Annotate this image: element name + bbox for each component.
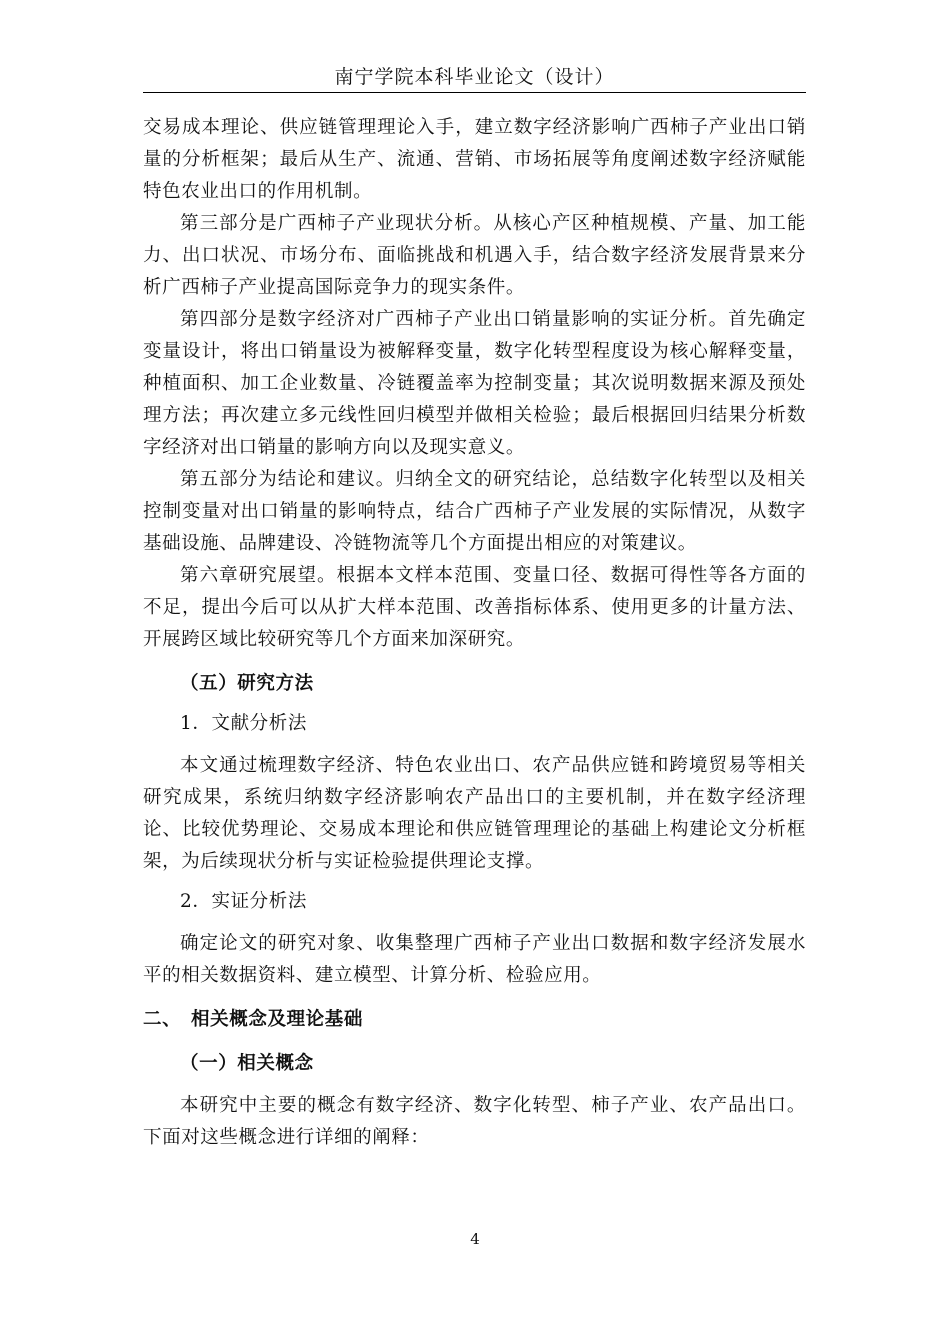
page-header: 南宁学院本科毕业论文（设计）	[334, 66, 615, 88]
paragraph-empirical-method: 确定论文的研究对象、收集整理广西柿子产业出口数据和数字经济发展水平的相关数据资料、建立模型、计算分析、检验应用。	[143, 933, 806, 986]
page-number: 4	[470, 1230, 480, 1248]
paragraph-part-five: 第五部分为结论和建议。归纳全文的研究结论，总结数字化转型以及相关控制变量对出口销量的影响特点，结合广西柿子产业发展的实际情况，从数字基础设施、品牌建设、冷链物流等几个方面提出相应的对策建议。	[143, 469, 806, 554]
paragraph-part-three: 第三部分是广西柿子产业现状分析。从核心产区种植规模、产量、加工能力、出口状况、市场分布、面临挑战和机遇入手，结合数字经济发展背景来分析广西柿子产业提高国际竞争力的现实条件。	[143, 213, 806, 298]
method-heading-empirical: 2．实证分析法	[180, 891, 307, 912]
section-heading-research-methods: （五）研究方法	[180, 673, 314, 694]
paragraph-concepts-intro: 本研究中主要的概念有数字经济、数字化转型、柿子产业、农产品出口。下面对这些概念进行详细的阐释：	[143, 1095, 806, 1148]
method-heading-literature: 1．文献分析法	[180, 713, 307, 734]
paragraph-literature-method: 本文通过梳理数字经济、特色农业出口、农产品供应链和跨境贸易等相关研究成果，系统归纳数字经济影响农产品出口的主要机制，并在数字经济理论、比较优势理论、交易成本理论和供应链管理理论的基础上构建论文分析框架，为后续现状分析与实证检验提供理论支撑。	[143, 755, 806, 872]
chapter-heading-concepts-theory: 二、 相关概念及理论基础	[143, 1009, 363, 1030]
header-divider	[143, 92, 806, 93]
paragraph-continuation: 交易成本理论、供应链管理理论入手，建立数字经济影响广西柿子产业出口销量的分析框架；最后从生产、流通、营销、市场拓展等角度阐述数字经济赋能特色农业出口的作用机制。	[143, 117, 806, 202]
page-body	[143, 112, 806, 1154]
paragraph-part-six: 第六章研究展望。根据本文样本范围、变量口径、数据可得性等各方面的不足，提出今后可以从扩大样本范围、改善指标体系、使用更多的计量方法、开展跨区域比较研究等几个方面来加深研究。	[143, 565, 806, 650]
section-heading-related-concepts: （一）相关概念	[180, 1053, 314, 1074]
paragraph-part-four: 第四部分是数字经济对广西柿子产业出口销量影响的实证分析。首先确定变量设计，将出口销量设为被解释变量，数字化转型程度设为核心解释变量，种植面积、加工企业数量、冷链覆盖率为控制变量；其次说明数据来源及预处理方法；再次建立多元线性回归模型并做相关检验；最后根据回归结果分析数字经济对出口销量的影响方向以及现实意义。	[143, 309, 806, 458]
